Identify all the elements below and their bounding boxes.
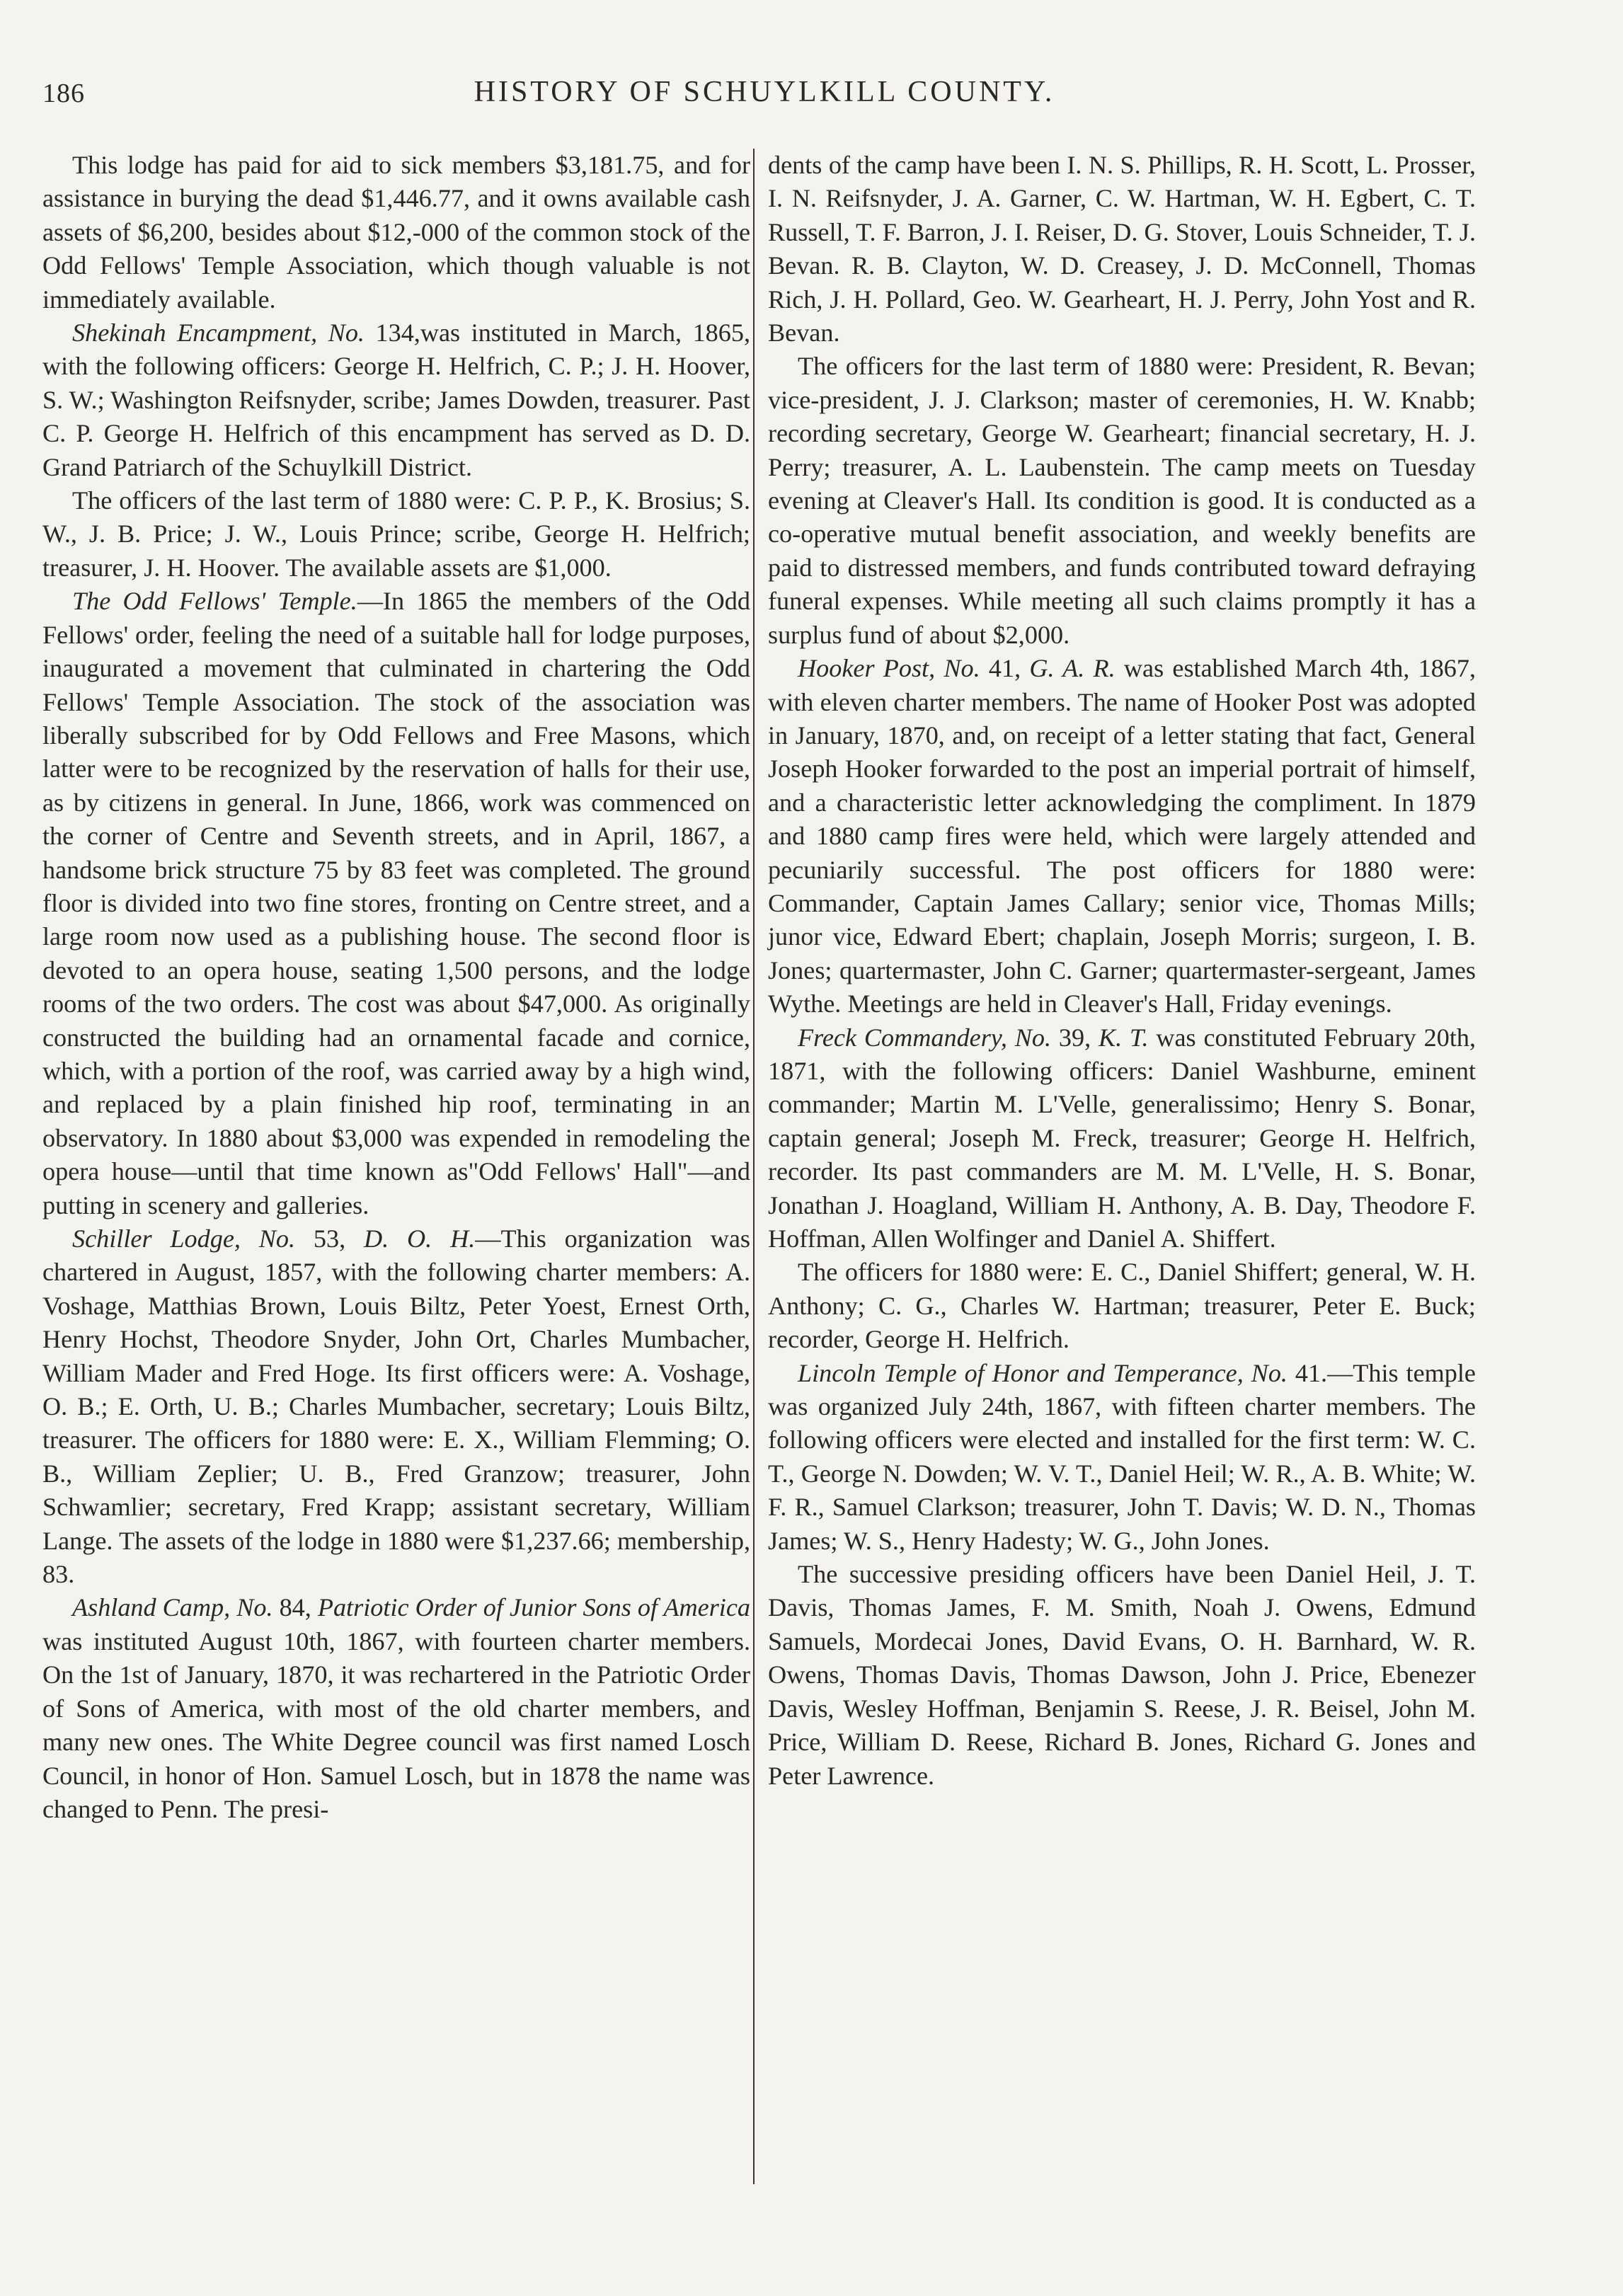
running-title: HISTORY OF SCHUYLKILL COUNTY.: [474, 76, 1055, 108]
paragraph: The officers for 1880 were: E. C., Daniel Shiffert; general, W. H. Anthony; C. G., Charles W. Hartman; treasurer, Peter E. Buck; recorder, George H. Helfrich.: [768, 1258, 1476, 1354]
left-column: [42, 149, 750, 1826]
section-title: Patriotic Order of Junior Sons of America: [317, 1593, 751, 1622]
page-number: 186: [42, 79, 85, 108]
paragraph: dents of the camp have been I. N. S. Phillips, R. H. Scott, L. Prosser, I. N. Reifsnyder, J. A. Garner, C. W. Hartman, W. H. Egbert, C. T. Russell, T. F. Barron, J. I. Reiser, D. G. Stover, Louis Schneider, T. J. Bevan. R. B. Clayton, W. D. Creasey, J. D. McConnell, Thomas Rich, J. H. Pollard, Geo. W. Gearheart, H. J. Perry, John Yost and R. Bevan.: [768, 151, 1476, 348]
section-title: Lincoln Temple of Honor and Temperance, No.: [798, 1358, 1287, 1387]
section-title: Shekinah Encampment, No.: [72, 318, 365, 348]
paragraph: The officers of the last term of 1880 were: C. P. P., K. Brosius; S. W., J. B. Price; J. W., Louis Prince; scribe, George H. Helfrich; treasurer, J. H. Hoover. The available assets are $1,000.: [42, 486, 750, 582]
paragraph: Shekinah Encampment, No. 134,was instituted in March, 1865, with the following officers: George H. Helfrich, C. P.; J. H. Hoover, S. W.; Washington Reifsnyder, scribe; James Dowden, treasurer. Past C. P. George H. Helfrich of this encampment has served as D. D. Grand Patriarch of the Schuylkill District.: [42, 318, 750, 481]
section-title: Schiller Lodge, No.: [72, 1224, 296, 1253]
paragraph: The Odd Fellows' Temple.—In 1865 the members of the Odd Fellows' order, feeling the need of a suitable hall for lodge purposes, inaugurated a movement that culminated in chartering the Odd Fellows' Temple Association. The stock of the association was liberally subscribed for by Odd Fellows and Free Masons, which latter were to be recognized by the reservation of halls for their use, as by citizens in general. In June, 1866, work was commenced on the corner of Centre and Seventh streets, and in April, 1867, a handsome brick structure 75 by 83 feet was completed. The ground floor is divided into two fine stores, fronting on Centre street, and a large room now used as a publishing house. The second floor is devoted to an opera house, seating 1,500 persons, and the lodge rooms of the two orders. The cost was about $47,000. As originally constructed the building had an ornamental facade and cornice, which, with a portion of the roof, was carried away by a high wind, and replaced by a plain finished hip roof, terminating in an observatory. In 1880 about $3,000 was expended in remodeling the opera house—until that time known as"Odd Fellows' Hall"—and putting in scenery and galleries.: [42, 587, 750, 1219]
right-column: [768, 149, 1476, 1793]
paragraph: This lodge has paid for aid to sick members $3,181.75, and for assistance in burying the dead $1,446.77, and it owns available cash assets of $6,200, besides about $12,-000 of the common stock of the Odd Fellows' Temple Association, which though valuable is not immediately available.: [42, 151, 750, 314]
section-title: The Odd Fellows' Temple.: [72, 587, 357, 616]
page-header: [42, 68, 1486, 119]
column-divider: [753, 149, 755, 2184]
paragraph: Hooker Post, No. 41, G. A. R. was established March 4th, 1867, with eleven charter members. The name of Hooker Post was adopted in January, 1870, and, on receipt of a letter stating that fact, General Joseph Hooker forwarded to the post an imperial portrait of himself, and a characteristic letter acknowledging the compliment. In 1879 and 1880 camp fires were held, which were largely attended and pecuniarily successful. The post officers for 1880 were: Commander, Captain James Callary; senior vice, Thomas Mills; junor vice, Edward Ebert; chaplain, Joseph Morris; surgeon, I. B. Jones; quartermaster, John C. Garner; quartermaster-sergeant, James Wythe. Meetings are held in Cleaver's Hall, Friday evenings.: [768, 654, 1476, 1018]
paragraph: Lincoln Temple of Honor and Temperance, No. 41.—This temple was organized July 24th, 1867, with fifteen charter members. The following officers were elected and installed for the first term: W. C. T., George N. Dowden; W. V. T., Daniel Heil; W. R., A. B. White; W. F. R., Samuel Clarkson; treasurer, John T. Davis; W. D. N., Thomas James; W. S., Henry Hadesty; W. G., John Jones.: [768, 1358, 1476, 1555]
section-title: K. T.: [1098, 1023, 1149, 1052]
paragraph: Freck Commandery, No. 39, K. T. was constituted February 20th, 1871, with the following officers: Daniel Washburne, eminent commander; Martin M. L'Velle, generalissimo; Henry S. Bonar, captain general; Joseph M. Freck, treasurer; George H. Helfrich, recorder. Its past commanders are M. M. L'Velle, H. S. Bonar, Jonathan J. Hoagland, William H. Anthony, A. B. Day, Theodore F. Hoffman, Allen Wolfinger and Daniel A. Shiffert.: [768, 1023, 1476, 1253]
section-title: D. O. H.: [364, 1224, 476, 1253]
section-title: Ashland Camp, No.: [72, 1593, 273, 1622]
section-title: G. A. R.: [1029, 654, 1116, 683]
paragraph: The successive presiding officers have been Daniel Heil, J. T. Davis, Thomas James, F. M. Smith, Noah J. Owens, Edmund Samuels, Mordecai Jones, David Evans, O. H. Barnhard, W. R. Owens, Thomas Davis, Thomas Dawson, John J. Price, Ebenezer Davis, Wesley Hoffman, Benjamin S. Reese, J. R. Beisel, John M. Price, William D. Reese, Richard B. Jones, Richard G. Jones and Peter Lawrence.: [768, 1560, 1476, 1790]
paragraph: The officers for the last term of 1880 were: President, R. Bevan; vice-president, J. J. Clarkson; master of ceremonies, H. W. Knabb; recording secretary, George W. Gearheart; financial secretary, H. J. Perry; treasurer, A. L. Laubenstein. The camp meets on Tuesday evening at Cleaver's Hall. Its condition is good. It is conducted as a co-operative mutual benefit association, and weekly benefits are paid to distressed members, and funds contributed toward defraying funeral expenses. While meeting all such claims promptly it has a surplus fund of about $2,000.: [768, 352, 1476, 649]
paragraph: Ashland Camp, No. 84, Patriotic Order of Junior Sons of America was instituted August 10th, 1867, with fourteen charter members. On the 1st of January, 1870, it was rechartered in the Patriotic Order of Sons of America, with most of the old charter members, and many new ones. The White Degree council was first named Losch Council, in honor of Hon. Samuel Losch, but in 1878 the name was changed to Penn. The presi-: [42, 1593, 751, 1823]
section-title: Hooker Post, No.: [798, 654, 980, 683]
section-title: Freck Commandery, No.: [798, 1023, 1052, 1052]
paragraph: Schiller Lodge, No. 53, D. O. H.—This organization was chartered in August, 1857, with the following charter members: A. Voshage, Matthias Brown, Louis Biltz, Peter Yoest, Ernest Orth, Henry Hochst, Theodore Snyder, John Ort, Charles Mumbacher, William Mader and Fred Hoge. Its first officers were: A. Voshage, O. B.; E. Orth, U. B.; Charles Mumbacher, secretary; Louis Biltz, treasurer. The officers for 1880 were: E. X., William Flemming; O. B., William Zeplier; U. B., Fred Granzow; treasurer, John Schwamlier; secretary, Fred Krapp; assistant secretary, William Lange. The assets of the lodge in 1880 were $1,237.66; membership, 83.: [42, 1224, 751, 1589]
